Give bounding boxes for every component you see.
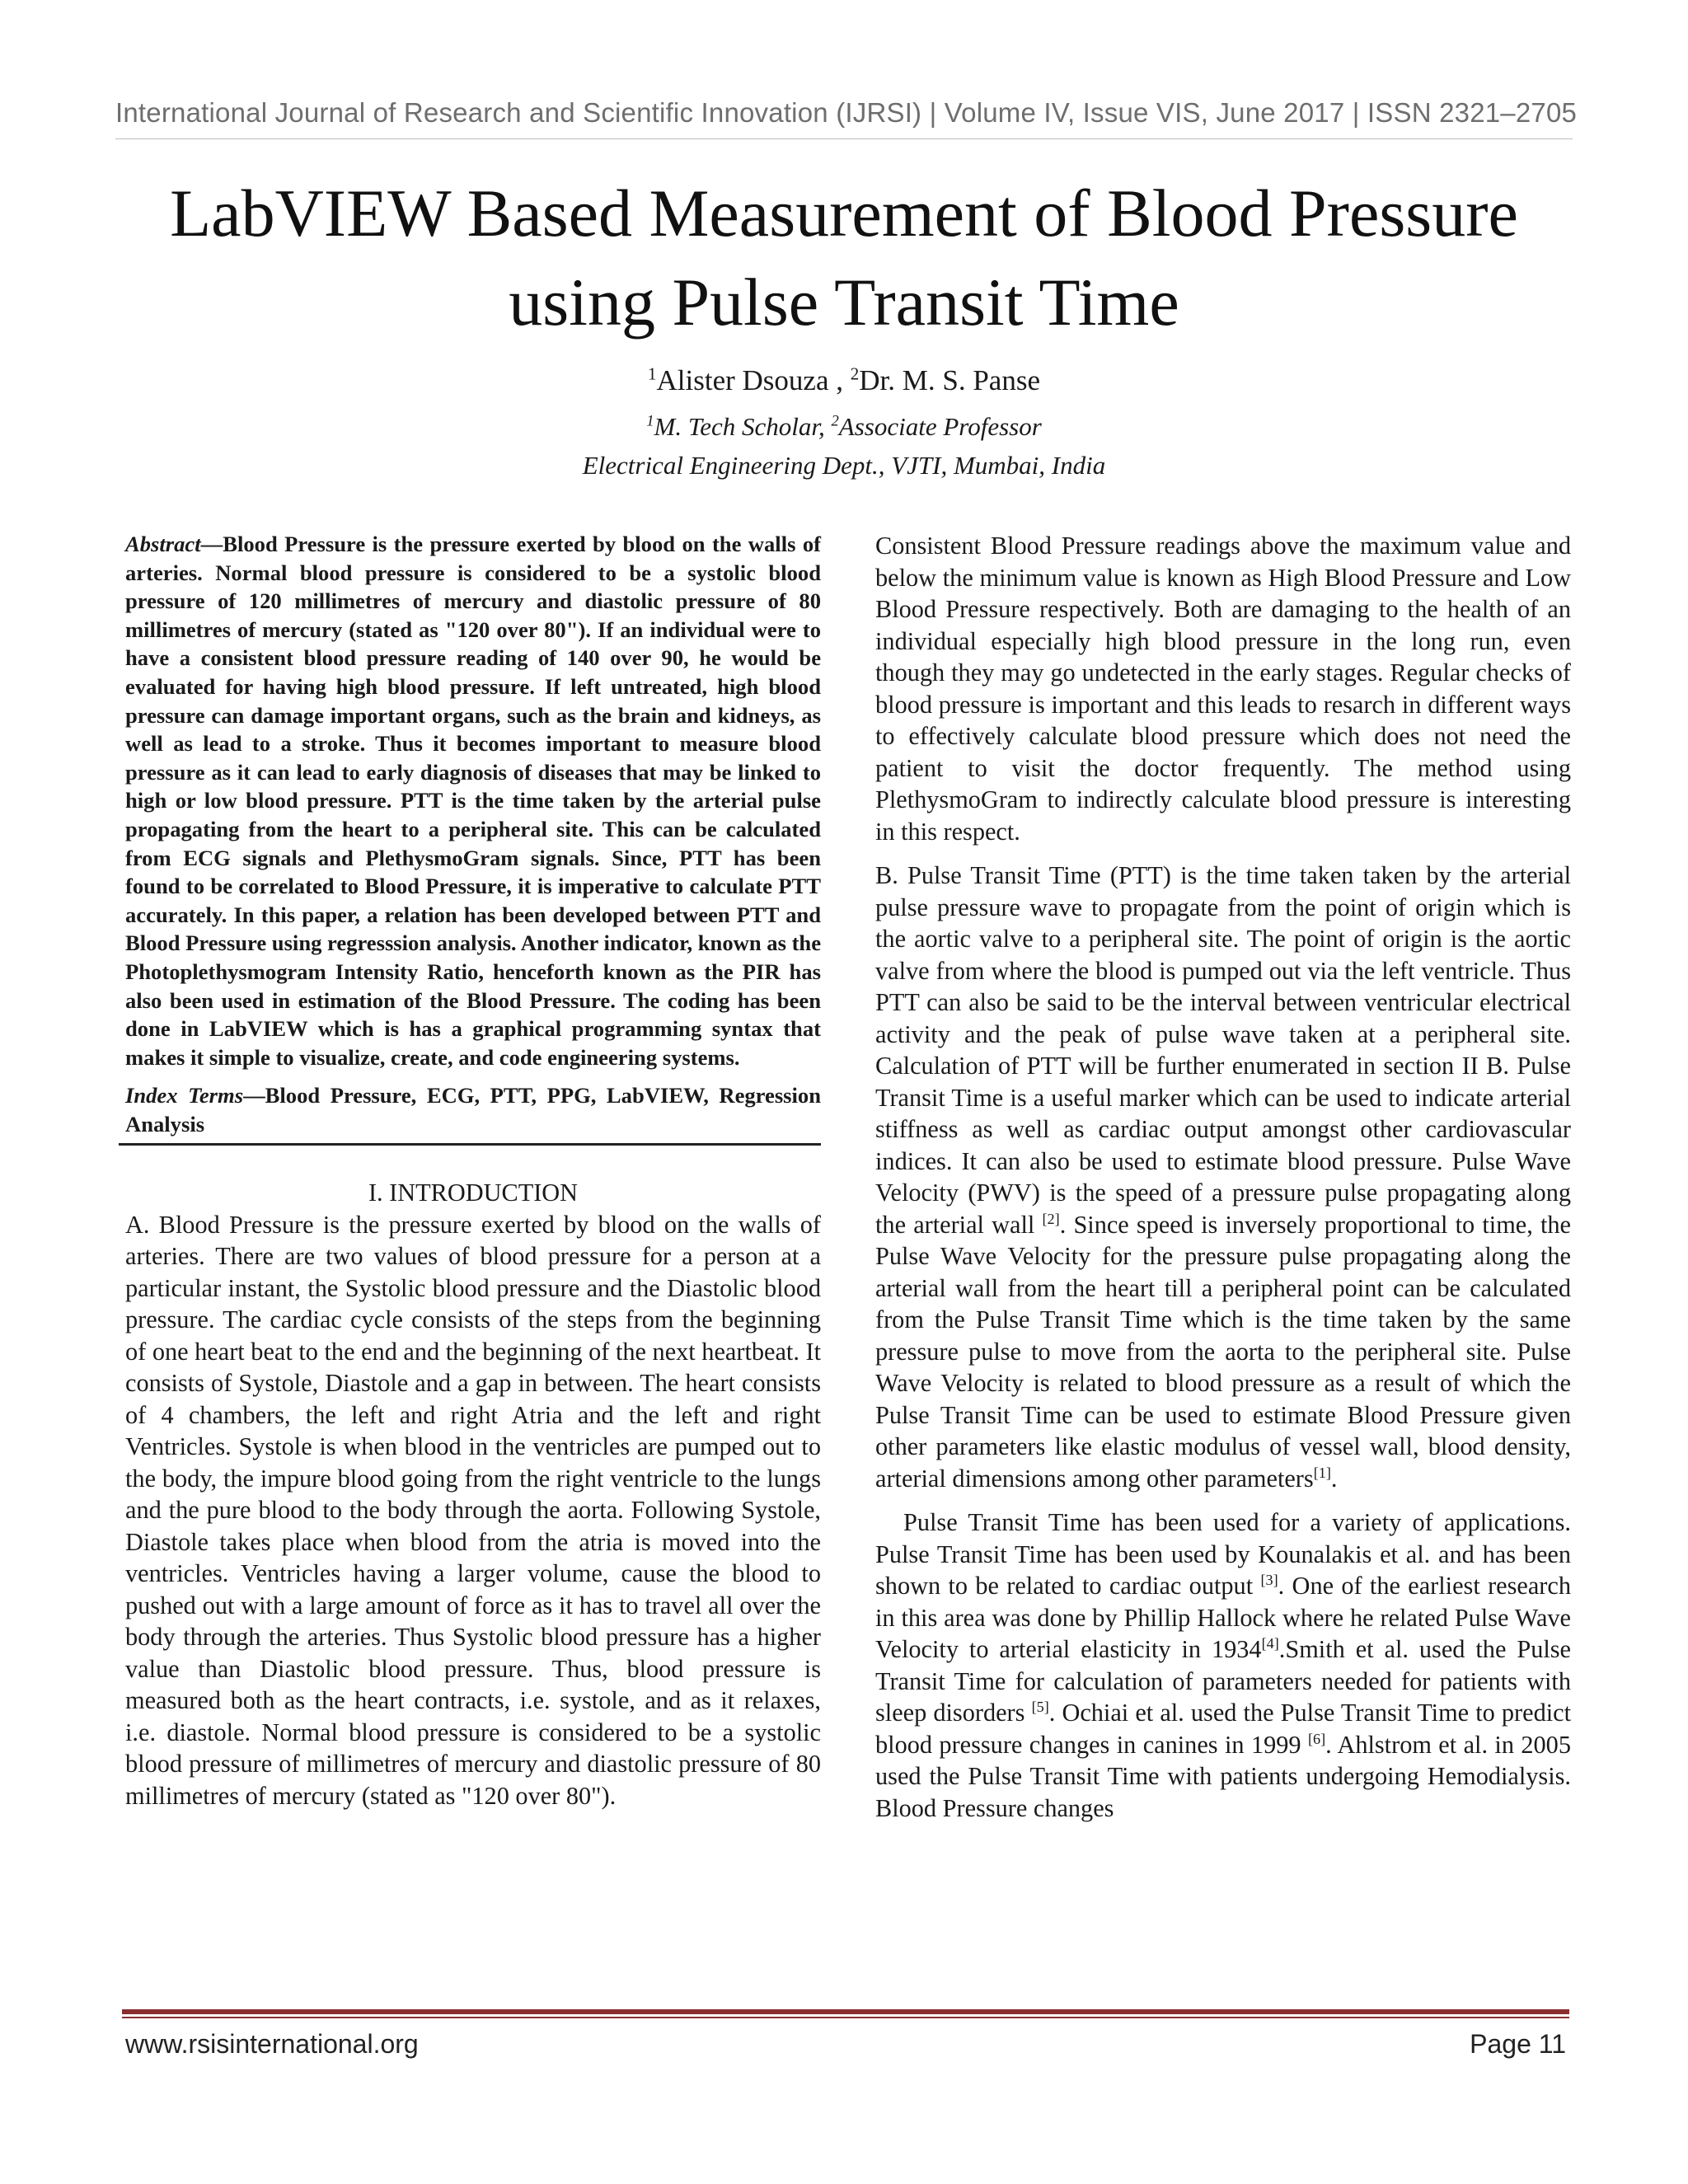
para-b-text-2: . Since speed is inversely proportional to time, the Pulse Wave Velocity for the pressure pulse propagating along the arterial wall from the heart till a peripheral point can be calculated from the Pulse Transit Time which is the time taken by the same pressure pulse to move from the aorta to the peripheral site. Pulse Wave Velocity is related to blood pressure as a result of which the Pulse Transit Time can be used to estimate Blood Pressure given other parameters like elastic modulus of vessel wall, blood density, arterial dimensions among other parameters bbox=[875, 1210, 1571, 1493]
title-line-2: using Pulse Transit Time bbox=[509, 265, 1179, 340]
author-2-name: Dr. M. S. Panse bbox=[859, 364, 1040, 396]
footer-website-link[interactable]: www.rsisinternational.org bbox=[125, 2029, 419, 2059]
intro-paragraph-a: A. Blood Pressure is the pressure exerted by blood on the walls of arteries. There are two values of blood pressure for a person at a particular instant, the Systolic blood pressure and the Diastolic blood pressure. The cardiac cycle consists of the steps from the beginning of one heart beat to the end and the beginning of the next heartbeat. It consists of Systole, Diastole and a gap in between. The heart consists of 4 chambers, the left and right Atria and the left and right Ventricles. Systole is when blood in the ventricles are pumped out to the body, the impure blood going from the right ventricle to the lungs and the pure blood to the body through the aorta. Following Systole, Diastole takes place when blood from the atria is moved into the ventricles. Ventricles having a larger volume, cause the blood to pushed out with a large amount of force as it has to travel all over the body through the arteries. Thus Systolic blood pressure has a higher value than Diastolic blood pressure. Thus, blood pressure is measured both as the heart contracts, i.e. systole, and as it relaxes, i.e. diastole. Normal blood pressure is considered to be a systolic blood pressure of millimetres of mercury and diastolic pressure of 80 millimetres of mercury (stated as "120 over 80"). bbox=[125, 1210, 821, 1810]
role-1: M. Tech Scholar, bbox=[654, 412, 832, 441]
paper-title bbox=[115, 169, 1573, 347]
author-1-sup: 1 bbox=[648, 363, 657, 384]
intro-paragraph-a-continued: Consistent Blood Pressure readings above the maximum value and below the minimum value is known as High Blood Pressure and Low Blood Pressure respectively. Both are damaging to the health of an individual especially high blood pressure in the long run, even though they may go undetected in the early stages. Regular checks of blood pressure is important and this leads to resarch in different ways to effectively calculate blood pressure which does not need the patient to visit the doctor frequently. The method using PlethysmoGram to indirectly calculate blood pressure is interesting in this respect. bbox=[875, 532, 1571, 846]
index-terms-label: Index Terms bbox=[125, 1083, 244, 1108]
citation-4: [4] bbox=[1261, 1634, 1279, 1652]
right-column bbox=[875, 530, 1571, 1824]
citation-1: [1] bbox=[1313, 1464, 1331, 1481]
index-terms-text: —Blood Pressure, ECG, PTT, PPG, LabVIEW, Regression Analysis bbox=[125, 1083, 821, 1137]
para-c-text-5: . Ahlstrom et al. in 2005 used the Pulse Transit Time with patients undergoing Hemodialysis. Blood Pressure changes bbox=[875, 1730, 1571, 1822]
title-line-1: LabVIEW Based Measurement of Blood Pressure bbox=[170, 176, 1518, 251]
author-1-name: Alister Dsouza bbox=[656, 364, 829, 396]
para-c-text-2: . One of the earliest research in this area was done by Phillip Hallock where he related Pulse Wave Velocity to arterial elasticity in 1934 bbox=[875, 1572, 1571, 1663]
para-b-text-1: B. Pulse Transit Time (PTT) is the time taken taken by the arterial pulse pressure wave to propagate from the point of origin which is the aortic valve to a peripheral site. The point of origin is the aortic valve from where the blood is pumped out via the left ventricle. Thus PTT can also be said to be the interval between ventricular electrical activity and the peak of pulse wave taken at a peripheral site. Calculation of PTT will be further enumerated in section II B. Pulse Transit Time is a useful marker which can be used to indicate arterial stiffness as well as cardiac output amongst other cardiovascular indices. It can also be used to estimate blood pressure. Pulse Wave Velocity (PWV) is the speed of a pressure pulse propagating along the arterial wall bbox=[875, 861, 1571, 1239]
citation-3: [3] bbox=[1260, 1571, 1278, 1588]
header-rule bbox=[115, 138, 1573, 139]
citation-6: [6] bbox=[1307, 1730, 1326, 1747]
page-number: Page 11 bbox=[1470, 2029, 1566, 2059]
intro-paragraph-c bbox=[875, 1507, 1571, 1824]
abstract bbox=[125, 530, 821, 1071]
department: Electrical Engineering Dept., VJTI, Mumbai, India bbox=[582, 451, 1106, 480]
citation-5: [5] bbox=[1031, 1698, 1049, 1715]
footer-rule-thick bbox=[122, 2009, 1569, 2014]
para-c-text-4: . Ochiai et al. used the Pulse Transit Time to predict blood pressure changes in canines in 1999 bbox=[875, 1699, 1571, 1759]
running-head: International Journal of Research and Scientific Innovation (IJRSI) | Volume IV, Issue VIS, June 2017 | ISSN 2321–2705 bbox=[115, 97, 1578, 128]
para-c-text-3: .Smith et al. used the Pulse Transit Time for calculation of parameters needed for patients with sleep disorders bbox=[875, 1635, 1571, 1727]
abstract-label: Abstract bbox=[125, 532, 201, 556]
role-2-sup: 2 bbox=[831, 412, 839, 430]
role-1-sup: 1 bbox=[646, 412, 654, 430]
abstract-text: —Blood Pressure is the pressure exerted by blood on the walls of arteries. Normal blood pressure is considered to be a systolic blood pressure of 120 millimetres of mercury and diastolic pressure of 80 millimetres of mercury (stated as "120 over 80"). If an individual were to have a consistent blood pressure reading of 140 over 90, he would be evaluated for having high blood pressure. If left untreated, high blood pressure can damage important organs, such as the brain and kidneys, as well as lead to a stroke. Thus it becomes important to measure blood pressure as it can lead to early diagnosis of diseases that may be linked to high or low blood pressure. PTT is the time taken by the arterial pulse propagating from the heart to a peripheral site. This can be calculated from ECG signals and PlethysmoGram signals. Since, PTT has been found to be correlated to Blood Pressure, it is imperative to calculate PTT accurately. In this paper, a relation has been developed between PTT and Blood Pressure using regresssion analysis. Another indicator, known as the Photoplethysmogram Intensity Ratio, henceforth known as the PIR has also been used in estimation of the Blood Pressure. The coding has been done in LabVIEW which is has a graphical programming syntax that makes it simple to visualize, create, and code engineering systems. bbox=[125, 532, 822, 1070]
left-column bbox=[125, 530, 821, 1811]
citation-2: [2] bbox=[1042, 1210, 1060, 1227]
index-terms bbox=[125, 1081, 821, 1138]
footer-rule-thin bbox=[122, 2017, 1569, 2018]
intro-paragraph-b bbox=[875, 860, 1571, 1494]
author-roles bbox=[115, 412, 1573, 442]
section-heading-introduction: I. INTRODUCTION bbox=[368, 1179, 579, 1207]
para-b-text-3: . bbox=[1330, 1464, 1338, 1493]
abstract-rule bbox=[119, 1143, 821, 1146]
para-c-text-1: Pulse Transit Time has been used for a variety of applications. Pulse Transit Time has been used by Kounalakis et al. and has been shown to be related to cardiac output bbox=[875, 1508, 1571, 1600]
author-2-sup: 2 bbox=[850, 363, 860, 384]
author-separator: , bbox=[828, 364, 851, 396]
author-list bbox=[115, 364, 1573, 397]
role-2: Associate Professor bbox=[838, 412, 1042, 441]
